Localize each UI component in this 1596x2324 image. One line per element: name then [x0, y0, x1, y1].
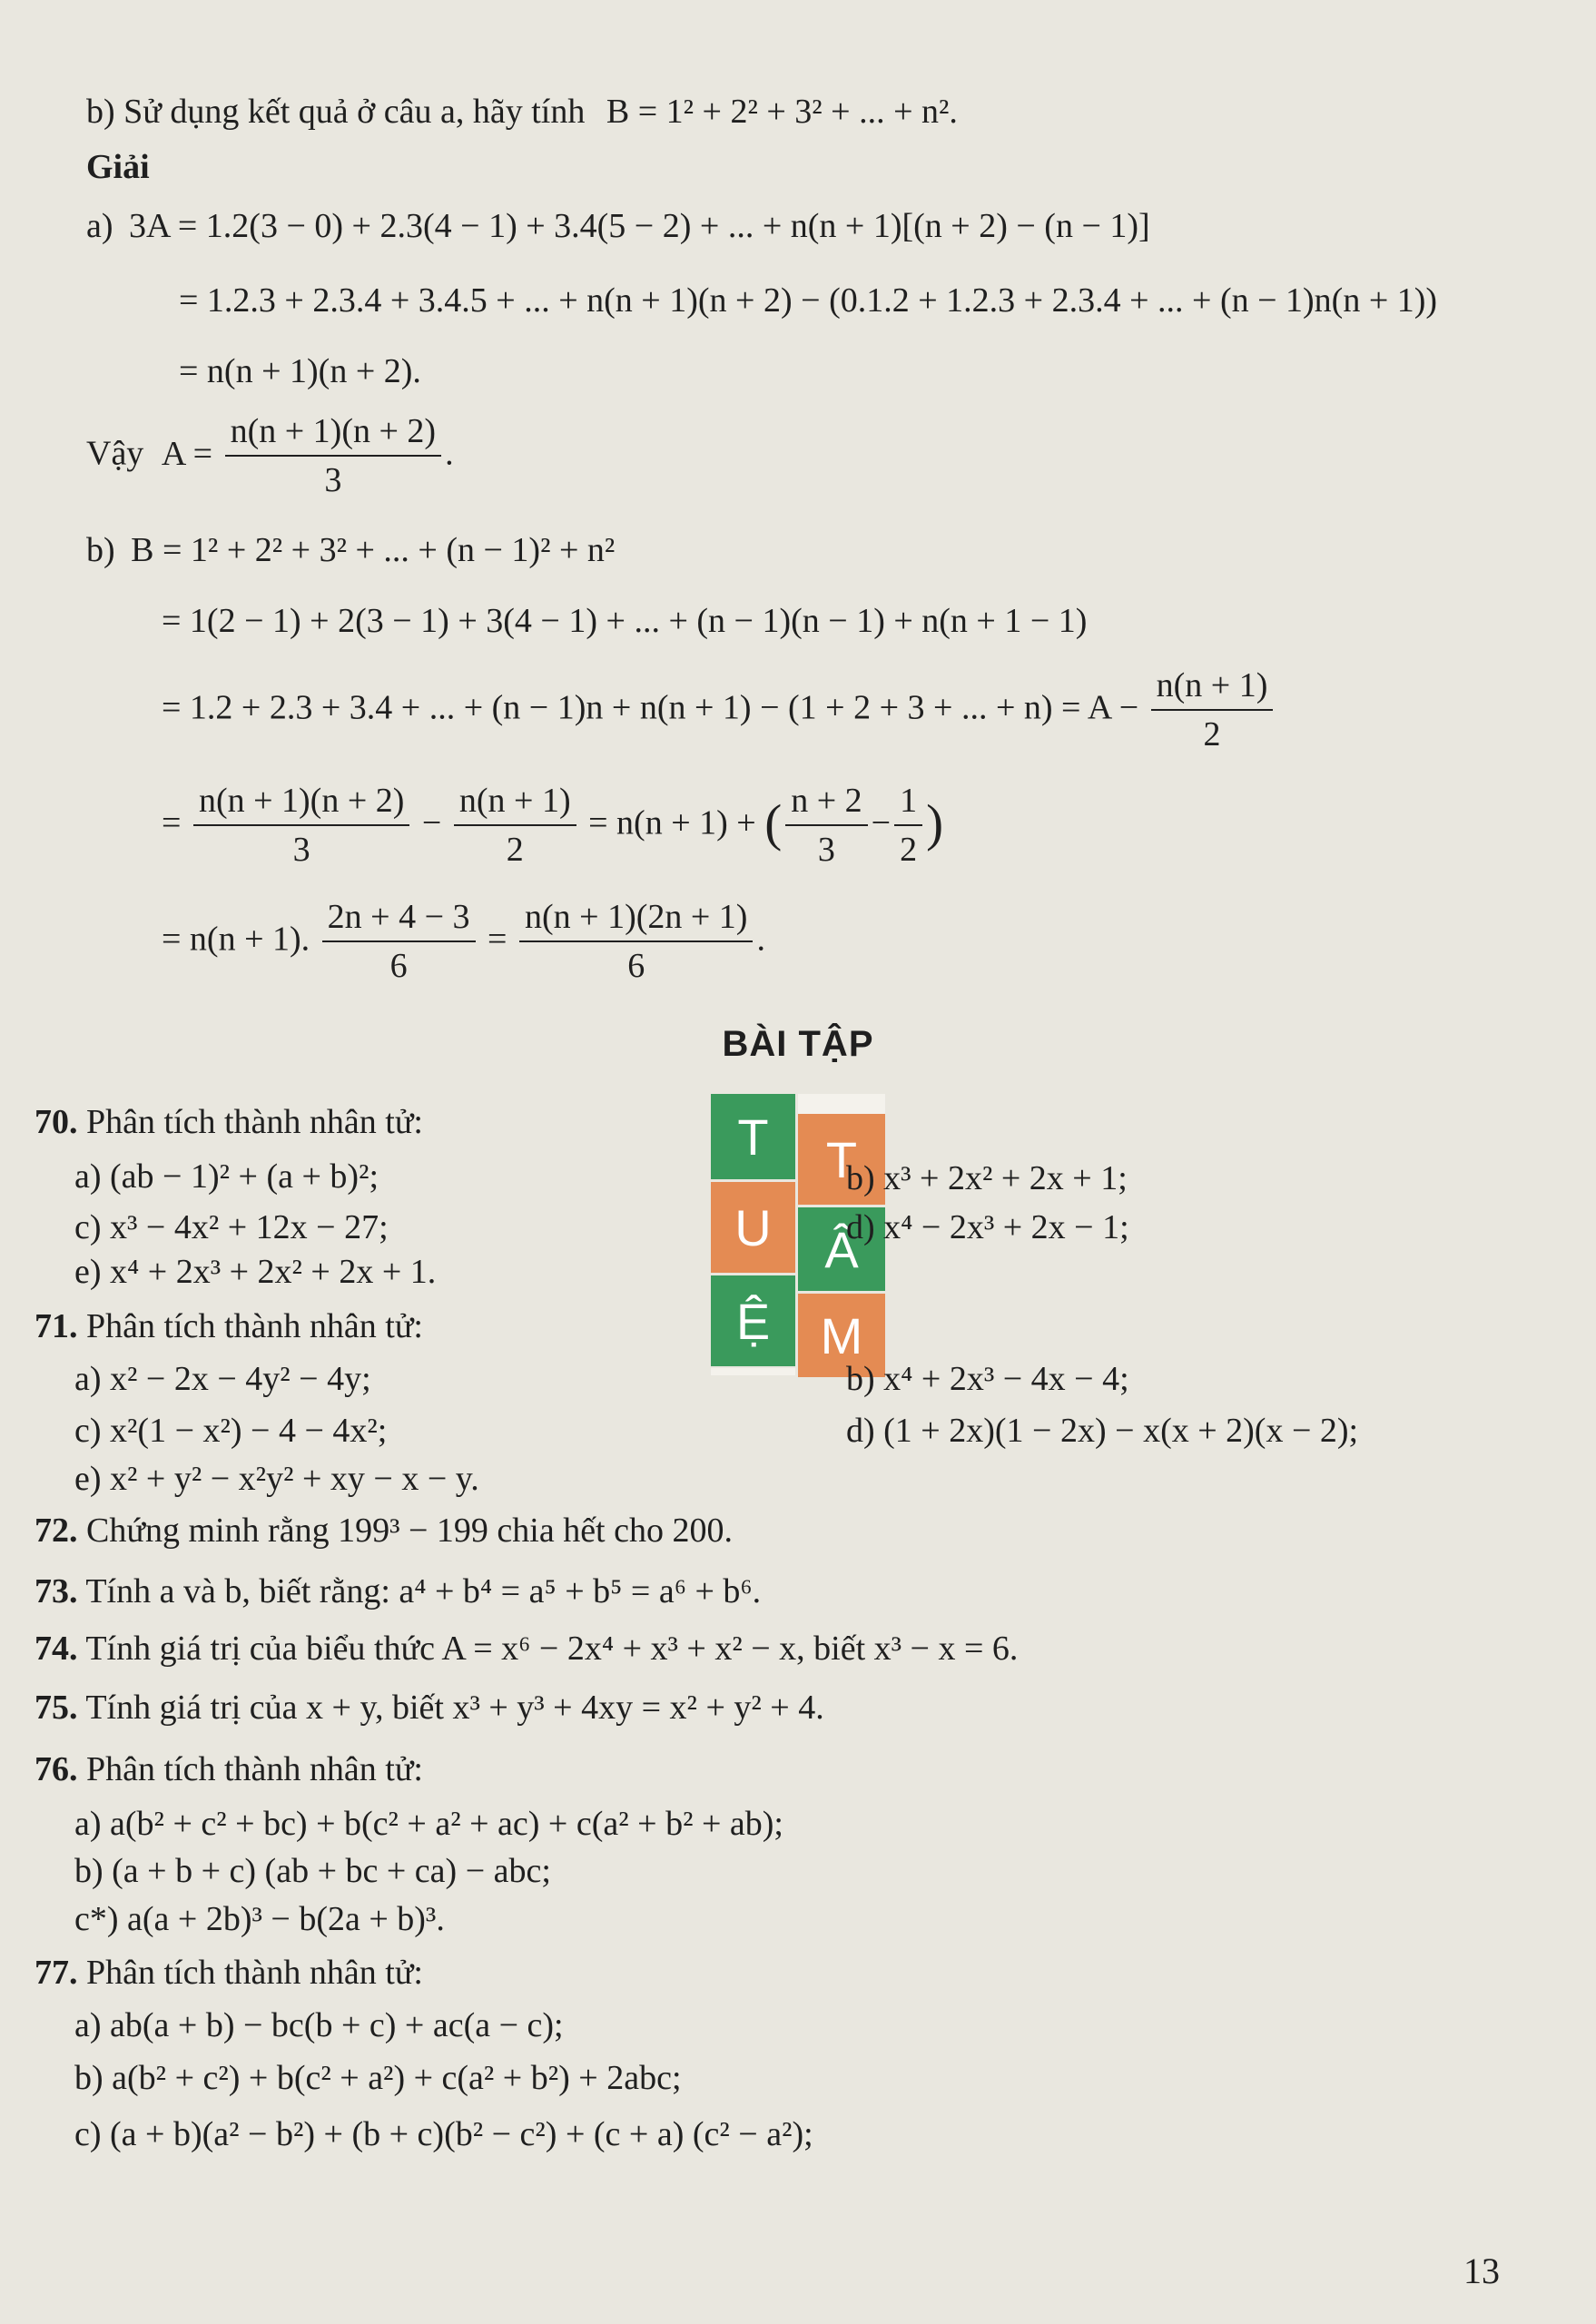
problem-74: [34, 1630, 1018, 1669]
item-expression: (a + b + c) (ab + bc + ca) − abc;: [112, 1852, 551, 1890]
fraction-numerator: n(n + 1): [454, 783, 576, 826]
conclusion-line: Vậy A = $\frac{n(n + 1)(n + 2)}{3}$ .: [86, 412, 454, 499]
fraction-denominator: 6: [627, 946, 645, 985]
minus-sign: −: [421, 803, 442, 842]
solution-b-line-3: [162, 667, 1276, 754]
problem-70-item-b: [846, 1159, 1128, 1199]
problem-title: Phân tích thành nhân tử:: [86, 1103, 423, 1141]
item-label: e): [74, 1460, 102, 1498]
logo-tile: U: [711, 1182, 795, 1273]
fraction-denominator: 3: [292, 830, 310, 869]
equals-sign: =: [488, 920, 507, 959]
problem-71-item-c: [74, 1412, 387, 1452]
solution-b-line-2: = 1(2 − 1) + 2(3 − 1) + 3(4 − 1) + ... + (n − 1)(n − 1) + n(n + 1 − 1): [162, 602, 1088, 640]
fraction-numerator: n(n + 1)(2n + 1): [519, 899, 753, 942]
fraction-numerator: 2n + 4 − 3: [322, 899, 476, 942]
b-formula: B = 1² + 2² + 3² + ... + n².: [606, 93, 958, 131]
item-label: c): [74, 1412, 102, 1450]
problem-75: [34, 1689, 824, 1728]
problem-number: 72.: [34, 1512, 78, 1550]
expression-start: = n(n + 1).: [162, 920, 310, 959]
item-expression: x² − 2x − 4y² − 4y;: [110, 1360, 371, 1398]
item-expression: a(b² + c²) + b(c² + a²) + c(a² + b²) + 2abc;: [112, 2059, 682, 2097]
fraction: [785, 783, 867, 870]
item-label: d): [846, 1208, 875, 1246]
part-b-prompt: b) Sử dụng kết quả ở câu a, hãy tính: [86, 93, 586, 131]
fraction: [322, 899, 476, 986]
item-expression: x⁴ + 2x³ − 4x − 4;: [883, 1360, 1129, 1398]
problem-number: 73.: [34, 1572, 78, 1610]
fraction-numerator: 1: [894, 783, 922, 826]
solution-heading: Giải: [86, 148, 150, 186]
problem-71-item-e: [74, 1460, 479, 1500]
item-expression: (ab − 1)² + (a + b)²;: [110, 1157, 379, 1196]
problem-title: Phân tích thành nhân tử:: [86, 1954, 423, 1992]
solution-a-eq-1: 3A = 1.2(3 − 0) + 2.3(4 − 1) + 3.4(5 − 2) + ... + n(n + 1)[(n + 2) − (n − 1)]: [129, 207, 1150, 245]
item-label: a): [74, 2006, 102, 2044]
item-expression: (a + b)(a² − b²) + (b + c)(b² − c²) + (c + a) (c² − a²);: [110, 2115, 813, 2153]
page-number: 13: [1463, 2250, 1500, 2291]
problem-70-item-c: [74, 1208, 389, 1248]
fraction: [519, 899, 753, 986]
item-expression: x⁴ + 2x³ + 2x² + 2x + 1.: [110, 1253, 437, 1291]
expression-middle: = n(n + 1) +: [588, 803, 756, 842]
problem-76-item-b: [74, 1852, 551, 1892]
conclusion-word: Vậy: [86, 434, 144, 473]
fraction-numerator: n + 2: [785, 783, 867, 826]
problem-70-item-e: [74, 1253, 436, 1293]
fraction-denominator: 6: [389, 946, 408, 985]
solution-a-line-2: = 1.2.3 + 2.3.4 + 3.4.5 + ... + n(n + 1)(n + 2) − (0.1.2 + 1.2.3 + 2.3.4 + ... + (n − 1)n(n + 1)): [179, 281, 1438, 320]
item-expression: x³ − 4x² + 12x − 27;: [110, 1208, 389, 1246]
problem-76-title: [34, 1750, 423, 1790]
fraction-denominator: 3: [817, 830, 835, 869]
equals-sign: =: [162, 803, 182, 842]
problem-title: Phân tích thành nhân tử:: [86, 1750, 423, 1788]
item-expression: (1 + 2x)(1 − 2x) − x(x + 2)(x − 2);: [883, 1412, 1359, 1450]
item-label: a): [74, 1360, 102, 1398]
problem-number: 71.: [34, 1307, 78, 1345]
solution-b-line-1: [86, 531, 615, 571]
solution-b-eq-3: = 1.2 + 2.3 + 3.4 + ... + (n − 1)n + n(n + 1) − (1 + 2 + 3 + ... + n) = A −: [162, 688, 1139, 727]
item-label: c): [74, 1208, 102, 1246]
problem-text: Tính a và b, biết rằng: a⁴ + b⁴ = a⁵ + b⁵ = a⁶ + b⁶.: [85, 1572, 762, 1610]
problem-73: [34, 1572, 761, 1612]
solution-b-eq-1: B = 1² + 2² + 3² + ... + (n − 1)² + n²: [131, 531, 616, 569]
item-expression: x³ + 2x² + 2x + 1;: [883, 1159, 1128, 1197]
logo-tile: M: [798, 1294, 885, 1377]
logo-tile: T: [798, 1114, 885, 1205]
problem-76-item-a: [74, 1805, 783, 1845]
problem-70-item-a: [74, 1157, 379, 1197]
item-label: b): [846, 1159, 875, 1197]
conclusion-denominator: 3: [324, 460, 342, 499]
problem-title: Phân tích thành nhân tử:: [86, 1307, 423, 1345]
solution-a-line-3: = n(n + 1)(n + 2).: [179, 352, 421, 390]
problem-76-item-c: [74, 1900, 445, 1940]
item-label: a): [74, 1157, 102, 1196]
part-b-prompt-line: [86, 93, 958, 133]
logo-tile: Â: [798, 1207, 885, 1291]
item-expression: a(b² + c² + bc) + b(c² + a² + ac) + c(a² + b² + ab);: [110, 1805, 783, 1843]
problem-72: [34, 1512, 733, 1551]
solution-b-line-5: [162, 899, 765, 986]
item-expression: x² + y² − x²y² + xy − x − y.: [110, 1460, 479, 1498]
item-label: d): [846, 1412, 875, 1450]
item-label: b): [74, 1852, 103, 1890]
problem-text: Tính giá trị của biểu thức A = x⁶ − 2x⁴ + x³ + x² − x, biết x³ − x = 6.: [85, 1630, 1019, 1668]
exercises-heading: BÀI TẬP: [722, 1024, 874, 1064]
problem-71-item-a: [74, 1360, 371, 1400]
solution-a-line-1: [86, 207, 1150, 247]
conclusion-numerator: n(n + 1)(n + 2): [225, 413, 441, 457]
problem-number: 70.: [34, 1103, 78, 1141]
problem-77-item-c: [74, 2115, 813, 2155]
item-label: a): [74, 1805, 102, 1843]
logo-tile: Ệ: [711, 1275, 795, 1366]
problem-number: 75.: [34, 1689, 78, 1727]
fraction-numerator: n(n + 1)(n + 2): [193, 783, 409, 826]
item-label: b): [846, 1360, 875, 1398]
problem-77-title: [34, 1954, 423, 1994]
item-expression: x²(1 − x²) − 4 − 4x²;: [110, 1412, 388, 1450]
item-label: e): [74, 1253, 102, 1291]
fraction-denominator: 2: [506, 830, 524, 869]
fraction: [193, 783, 409, 870]
fraction-numerator: n(n + 1): [1151, 667, 1274, 711]
problem-71-item-b: [846, 1360, 1129, 1400]
fraction-denominator: 2: [900, 830, 918, 869]
conclusion-lhs: A =: [161, 434, 213, 473]
solution-b-line-4: = $\frac{n(n + 1)(n + 2)}{3}$ − $\frac{n(n + 1)}{2}$ = n(n + 1) + ( $\frac{n + 2}{3}$ − $\frac{1}{2}$ ): [162, 782, 944, 869]
problem-number: 76.: [34, 1750, 78, 1788]
problem-number: 74.: [34, 1630, 78, 1668]
problem-77-item-b: [74, 2059, 682, 2099]
fraction-denominator: 2: [1203, 714, 1221, 753]
problem-77-item-a: [74, 2006, 564, 2046]
fraction: [894, 783, 922, 870]
problem-71-title: [34, 1307, 423, 1347]
problem-70-title: [34, 1103, 423, 1143]
solution-a-label: a): [86, 207, 113, 245]
solution-b-line-3-fraction: [1151, 667, 1274, 754]
item-label: b): [74, 2059, 103, 2097]
solution-b-label: b): [86, 531, 115, 569]
problem-71-item-d: [846, 1412, 1358, 1452]
logo-tile: T: [711, 1094, 795, 1179]
problem-text: Chứng minh rằng 199³ − 199 chia hết cho 200.: [86, 1512, 733, 1550]
item-label: c*): [74, 1900, 119, 1938]
problem-number: 77.: [34, 1954, 78, 1992]
period: .: [756, 920, 765, 959]
problem-text: Tính giá trị của x + y, biết x³ + y³ + 4xy = x² + y² + 4.: [85, 1689, 824, 1727]
item-expression: x⁴ − 2x³ + 2x − 1;: [883, 1208, 1129, 1246]
item-expression: a(a + 2b)³ − b(2a + b)³.: [127, 1900, 445, 1938]
fraction: [454, 783, 576, 870]
item-expression: ab(a + b) − bc(b + c) + ac(a − c);: [110, 2006, 564, 2044]
problem-70-item-d: [846, 1208, 1129, 1248]
conclusion-fraction: [225, 413, 441, 500]
item-label: c): [74, 2115, 102, 2153]
